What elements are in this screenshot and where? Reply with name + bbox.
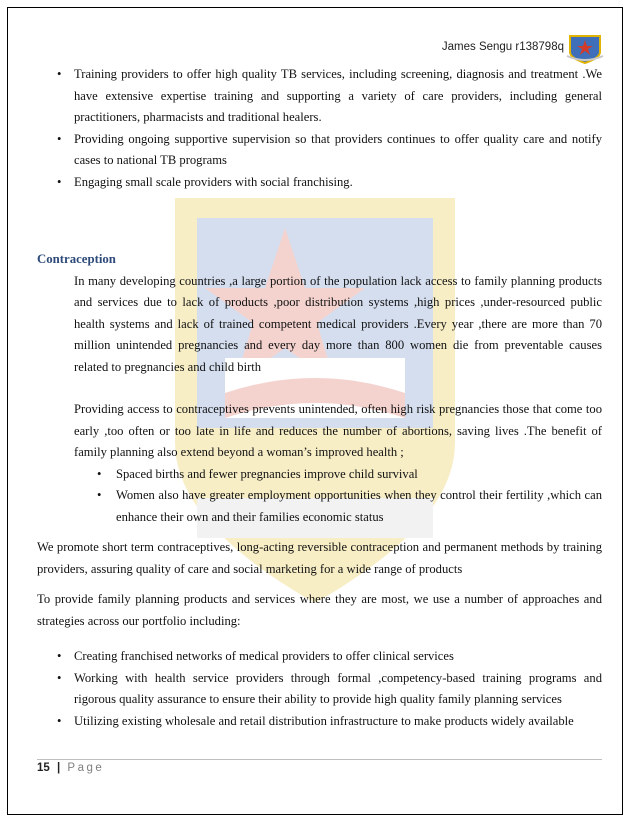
header-author: James Sengu r138798q	[441, 41, 564, 53]
page-label: Page	[67, 762, 105, 774]
list-item: • Working with health service providers through formal ,competency-based training programs and rigorous quality assurance to ensure their ability to provide high quality family planning services	[37, 668, 602, 711]
page-footer	[37, 762, 104, 774]
footer-separator: |	[57, 762, 61, 774]
list-item: • Engaging small scale providers with social franchising.	[37, 172, 602, 194]
section-heading: Contraception	[37, 252, 116, 266]
paragraph: Providing access to contraceptives prevents unintended, often high risk pregnancies those that come too early ,too often or too late in life and reduces the number of abortions, saving lives .The benefit of family planning also extend beyond a woman’s improved health ;	[74, 402, 602, 459]
list-item: • Creating franchised networks of medical providers to offer clinical services	[37, 646, 602, 668]
intro-bullet-list	[37, 64, 602, 193]
paragraph: In many developing countries ,a large portion of the population lack access to family planning products and services due to lack of products ,poor distribution systems ,high prices ,under-resourced public health systems and lack of trained competent medical providers .Every year ,there are more than 70 million unintended pregnancies and every day more than 800 women die from preventable causes related to pregnancies and child birth	[74, 273, 602, 374]
paragraph: To provide family planning products and services where they are most, we use a number of approaches and strategies across our portfolio including:	[37, 592, 602, 628]
list-item: • Spaced births and fewer pregnancies improve child survival	[37, 464, 602, 486]
list-item: • Training providers to offer high quality TB services, including screening, diagnosis and treatment .We have extensive expertise training and supporting a variety of care providers, including general practitioners, pharmacists and traditional healers.	[37, 64, 602, 129]
benefit-bullet-list	[37, 464, 602, 529]
strategy-bullet-list	[37, 646, 602, 732]
indented-block	[37, 271, 602, 464]
list-item: • Utilizing existing wholesale and retail distribution infrastructure to make products widely available	[37, 711, 602, 733]
paragraph: We promote short term contraceptives, long-acting reversible contraception and permanent methods by training providers, assuring quality of care and social marketing for a wide range of products	[37, 540, 602, 576]
page-content	[37, 64, 602, 732]
university-crest-icon	[566, 34, 604, 64]
page-number: 15	[37, 762, 50, 774]
footer-divider	[37, 759, 602, 760]
list-item: • Women also have greater employment opportunities when they control their fertility ,which can enhance their own and their families economic status	[37, 485, 602, 528]
list-item: • Providing ongoing supportive supervision so that providers continues to offer quality care and notify cases to national TB programs	[37, 129, 602, 172]
